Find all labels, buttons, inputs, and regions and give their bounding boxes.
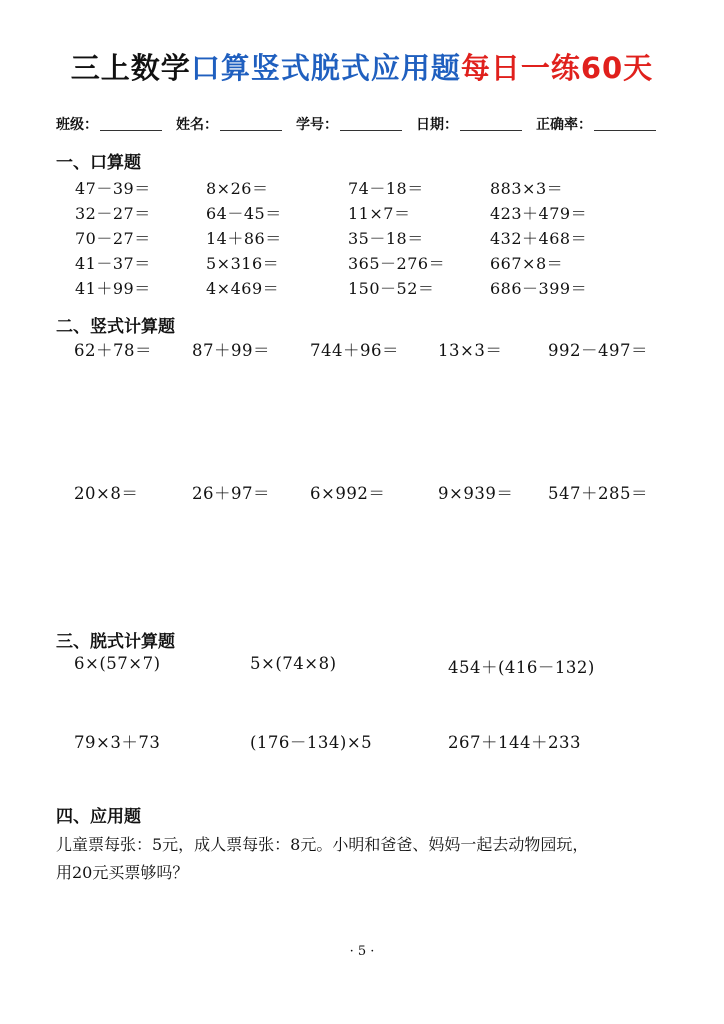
title-part-black: 三上数学: [70, 51, 191, 85]
name-field[interactable]: 姓名：: [176, 114, 282, 134]
date-field[interactable]: 日期：: [416, 114, 522, 134]
section-heading-stepwise: 三、脱式计算题: [56, 632, 175, 652]
problem-item: 5×316＝: [206, 254, 280, 273]
section-heading-vertical: 二、竖式计算题: [56, 317, 175, 337]
word-problem-line: 儿童票每张：5元，成人票每张：8元。小明和爸爸、妈妈一起去动物园玩，: [56, 835, 589, 854]
problem-item: 62＋78＝: [74, 341, 152, 360]
student-number-field[interactable]: 学号：: [296, 114, 402, 134]
problem-item: 87＋99＝: [192, 341, 270, 360]
problem-item: 11×7＝: [348, 204, 411, 223]
problem-item: 5×(74×8): [250, 654, 337, 673]
problem-item: 70－27＝: [75, 229, 151, 248]
problem-item: 883×3＝: [490, 179, 564, 198]
problem-item: 79×3＋73: [74, 733, 161, 752]
problem-item: 20×8＝: [74, 484, 139, 503]
problem-item: 4×469＝: [206, 279, 280, 298]
problem-item: 74－18＝: [348, 179, 424, 198]
page-number: · 5 ·: [349, 944, 375, 959]
problem-item: 41－37＝: [75, 254, 151, 273]
problem-item: 8×26＝: [206, 179, 269, 198]
problem-item: 9×939＝: [438, 484, 514, 503]
problem-item: 6×(57×7): [74, 654, 161, 673]
problem-item: 454＋(416－132): [448, 658, 595, 677]
problem-item: 47－39＝: [75, 179, 151, 198]
problem-item: 35－18＝: [348, 229, 424, 248]
problem-item: 32－27＝: [75, 204, 151, 223]
title-part-blue: 口算竖式脱式应用题: [190, 51, 461, 85]
section-heading-word-problem: 四、应用题: [56, 807, 141, 827]
problem-item: 6×992＝: [310, 484, 386, 503]
problem-item: 150－52＝: [348, 279, 435, 298]
problem-item: 667×8＝: [490, 254, 564, 273]
problem-item: 365－276＝: [348, 254, 446, 273]
problem-item: 41＋99＝: [75, 279, 151, 298]
problem-item: 686－399＝: [490, 279, 588, 298]
section-heading-oral: 一、口算题: [56, 153, 141, 173]
problem-item: 547＋285＝: [548, 484, 648, 503]
problem-item: 423＋479＝: [490, 204, 588, 223]
problem-item: 13×3＝: [438, 341, 503, 360]
page-title: [0, 46, 724, 87]
accuracy-field[interactable]: 正确率：: [536, 114, 656, 134]
title-part-red: 每日一练60天: [460, 51, 654, 85]
problem-item: 64－45＝: [206, 204, 282, 223]
problem-item: 992－497＝: [548, 341, 648, 360]
problem-item: 267＋144＋233: [448, 733, 581, 752]
problem-item: (176－134)×5: [250, 733, 373, 752]
problem-item: 432＋468＝: [490, 229, 588, 248]
problem-item: 744＋96＝: [310, 341, 399, 360]
class-field[interactable]: 班级：: [56, 114, 162, 134]
problem-item: 26＋97＝: [192, 484, 270, 503]
word-problem-line: 用20元买票够吗？: [56, 863, 189, 882]
problem-item: 14＋86＝: [206, 229, 282, 248]
student-info-row: [56, 114, 666, 136]
